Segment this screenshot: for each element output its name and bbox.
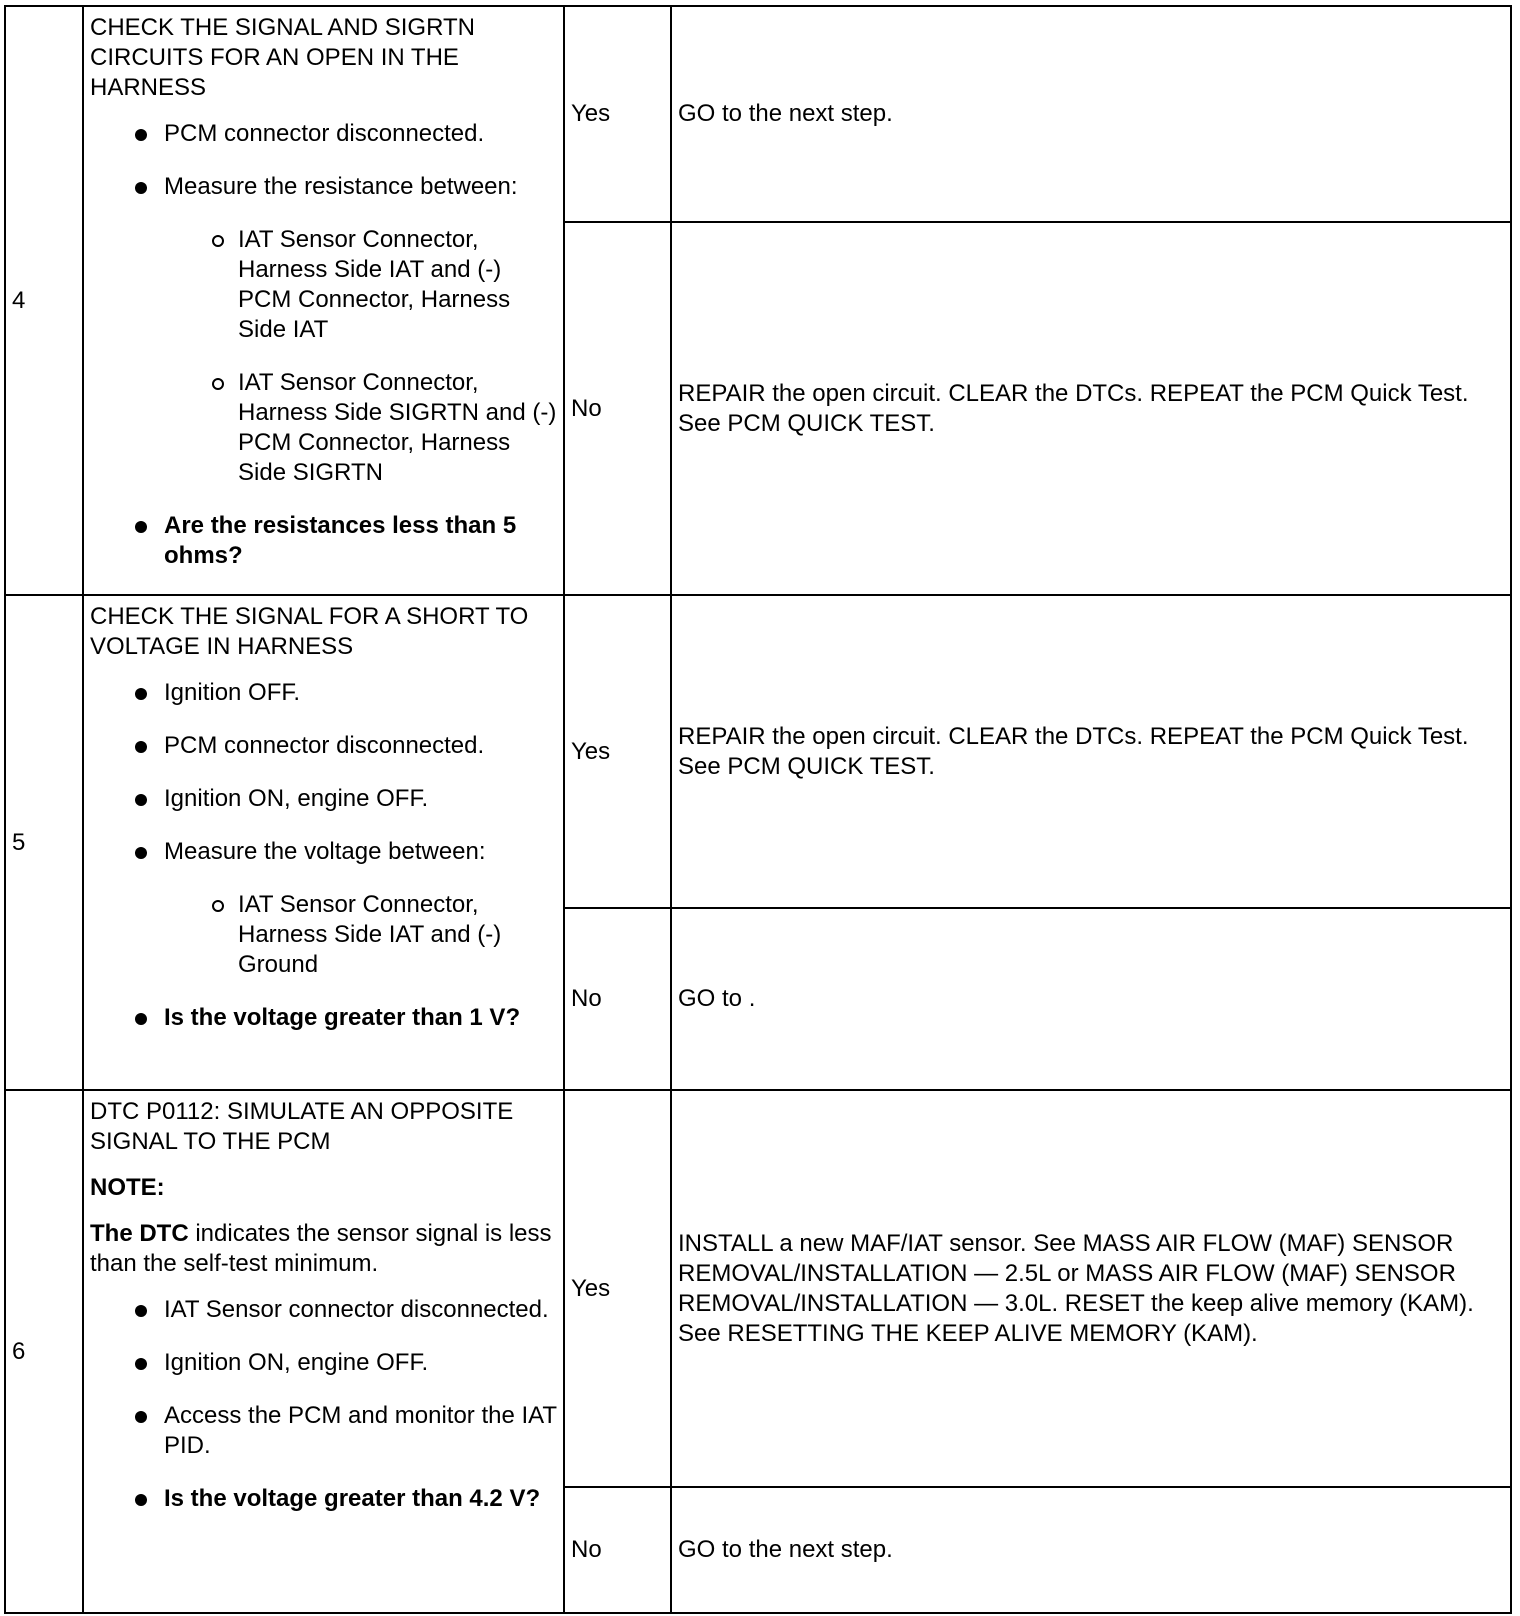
- answer-yes: Yes: [564, 6, 671, 222]
- note-text-bold: The DTC: [90, 1220, 189, 1247]
- answer-no: No: [564, 1487, 671, 1613]
- table-row: [5, 6, 1511, 222]
- list-item: [90, 837, 557, 980]
- list-item: PCM connector disconnected.: [90, 731, 557, 761]
- step-question: Is the voltage greater than 1 V?: [90, 1003, 557, 1033]
- bullet-list: [90, 119, 557, 571]
- note-text: [90, 1219, 557, 1279]
- table-row: [5, 1090, 1511, 1487]
- answer-no: No: [564, 908, 671, 1090]
- list-item-label: Measure the voltage between:: [164, 838, 486, 865]
- step-number: 5: [5, 595, 83, 1090]
- sub-list-item: IAT Sensor Connector, Harness Side IAT and (-) PCM Connector, Harness Side IAT: [90, 225, 557, 345]
- answer-no: No: [564, 222, 671, 595]
- answer-yes: Yes: [564, 1090, 671, 1487]
- step-question: Is the voltage greater than 4.2 V?: [90, 1484, 557, 1514]
- bullet-list: [90, 1295, 557, 1514]
- list-item: IAT Sensor connector disconnected.: [90, 1295, 557, 1325]
- step-title: DTC P0112: SIMULATE AN OPPOSITE SIGNAL TO THE PCM: [90, 1098, 514, 1155]
- sub-list-item: IAT Sensor Connector, Harness Side IAT and (-) Ground: [90, 890, 557, 980]
- step-question: Are the resistances less than 5 ohms?: [90, 511, 557, 571]
- list-item: Ignition ON, engine OFF.: [90, 1348, 557, 1378]
- note-text-body: indicates the sensor signal is less than the self-test minimum.: [90, 1220, 552, 1277]
- list-item: Ignition OFF.: [90, 678, 557, 708]
- table-row: [5, 595, 1511, 908]
- bullet-list: [90, 678, 557, 1033]
- result-no: REPAIR the open circuit. CLEAR the DTCs. REPEAT the PCM Quick Test. See PCM QUICK TEST.: [671, 222, 1511, 595]
- result-yes: INSTALL a new MAF/IAT sensor. See MASS AIR FLOW (MAF) SENSOR REMOVAL/INSTALLATION — 2.5L or MASS AIR FLOW (MAF) SENSOR REMOVAL/INSTALLATION — 3.0L. RESET the keep alive memory (KAM). See RESETTING THE KEEP ALIVE MEMORY (KAM).: [671, 1090, 1511, 1487]
- note-label: NOTE:: [90, 1174, 165, 1201]
- answer-yes: Yes: [564, 595, 671, 908]
- sub-list-item: IAT Sensor Connector, Harness Side SIGRTN and (-) PCM Connector, Harness Side SIGRTN: [90, 368, 557, 488]
- step-action: [83, 1090, 564, 1613]
- step-number: 6: [5, 1090, 83, 1613]
- list-item: Access the PCM and monitor the IAT PID.: [90, 1401, 557, 1461]
- step-action: [83, 6, 564, 595]
- result-yes: GO to the next step.: [671, 6, 1511, 222]
- sub-bullet-list: [164, 225, 557, 488]
- result-no: GO to .: [671, 908, 1511, 1090]
- step-title: CHECK THE SIGNAL AND SIGRTN CIRCUITS FOR AN OPEN IN THE HARNESS: [90, 14, 475, 101]
- diagnostic-table: [4, 5, 1512, 1614]
- result-no: GO to the next step.: [671, 1487, 1511, 1613]
- result-yes: REPAIR the open circuit. CLEAR the DTCs. REPEAT the PCM Quick Test. See PCM QUICK TEST.: [671, 595, 1511, 908]
- list-item: PCM connector disconnected.: [90, 119, 557, 149]
- list-item: [90, 172, 557, 488]
- step-number: 4: [5, 6, 83, 595]
- list-item: Ignition ON, engine OFF.: [90, 784, 557, 814]
- list-item-label: Measure the resistance between:: [164, 173, 518, 200]
- step-title: CHECK THE SIGNAL FOR A SHORT TO VOLTAGE IN HARNESS: [90, 603, 529, 660]
- step-action: [83, 595, 564, 1090]
- sub-bullet-list: [164, 890, 557, 980]
